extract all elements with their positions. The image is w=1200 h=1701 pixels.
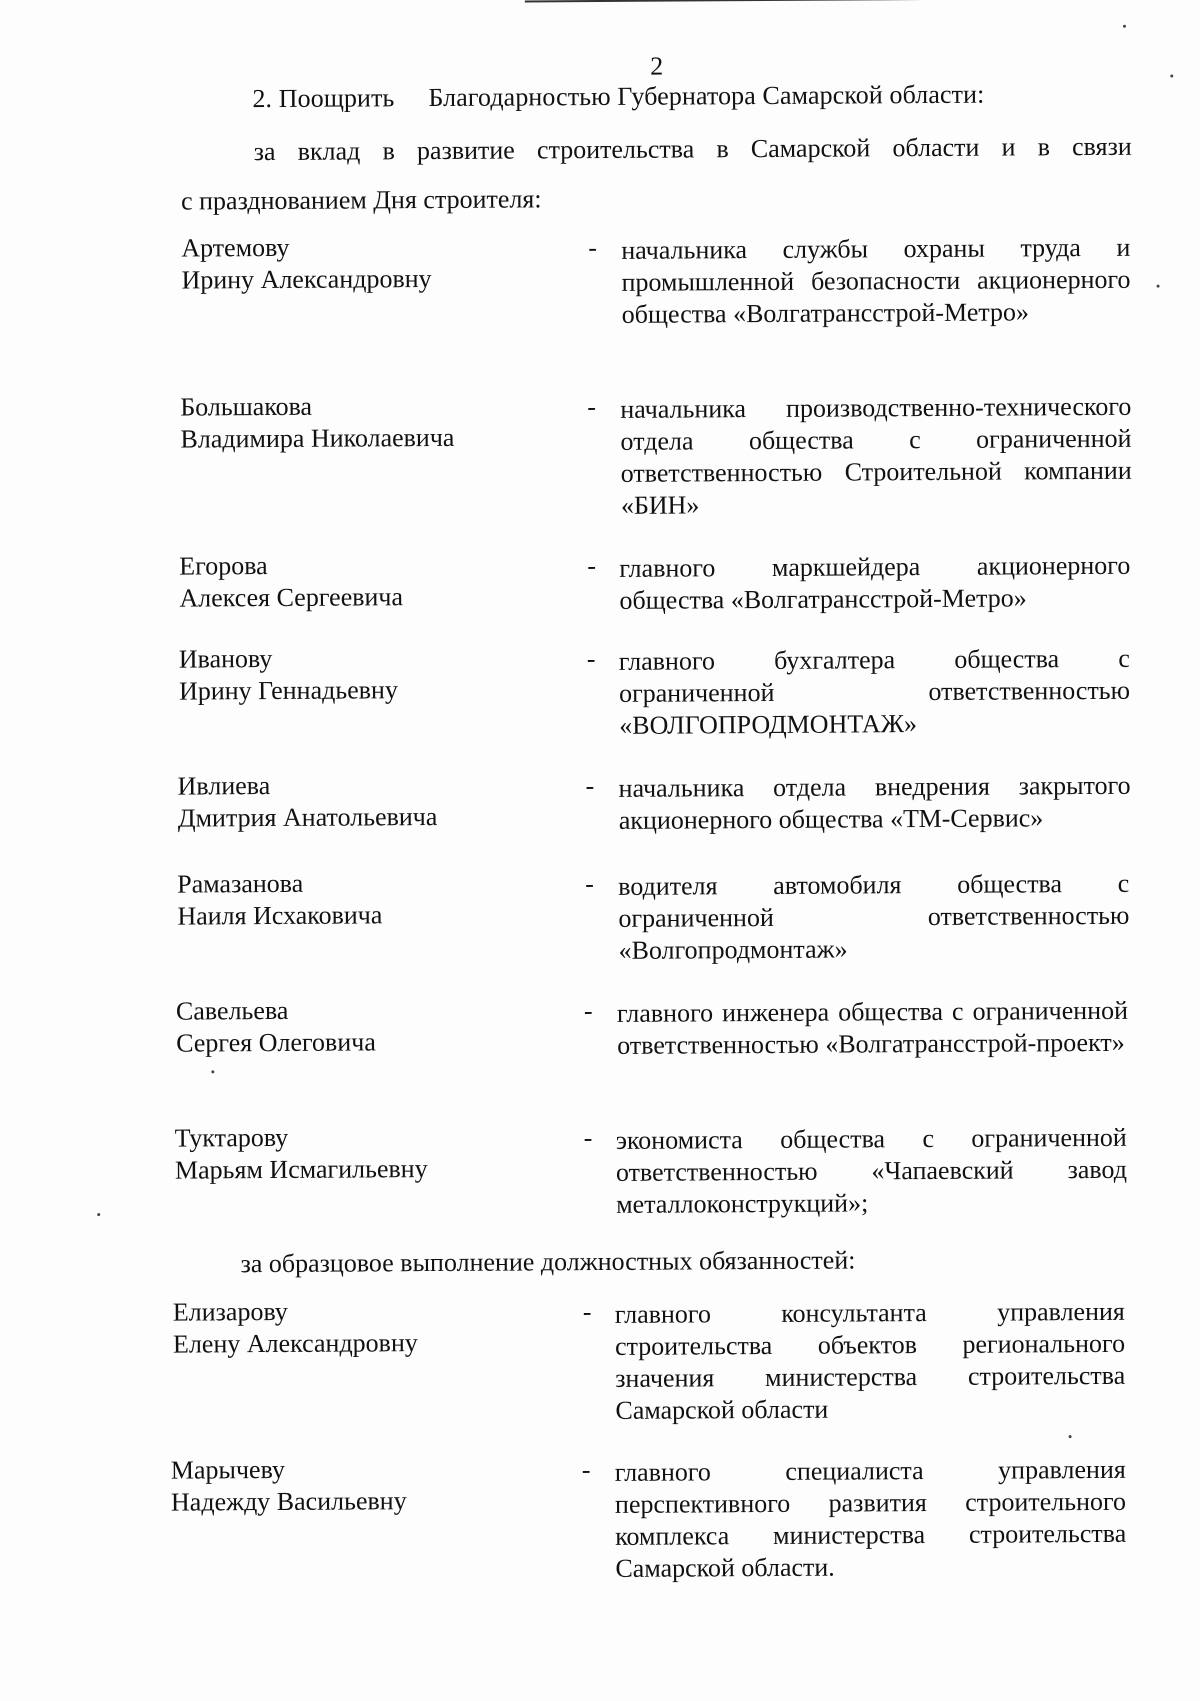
entry-dash: - (582, 1297, 592, 1327)
scan-speck (211, 1070, 214, 1073)
entry-dash: - (585, 869, 594, 899)
entry-dash: - (587, 551, 597, 581)
scan-speck (1123, 25, 1126, 28)
entry-dash: - (586, 644, 596, 674)
awardee-name (180, 390, 454, 456)
awardee-entry (0, 637, 1199, 740)
awardee-position: главного специалиста управления перспективного развития строительного комплекса министерства строительства Самарской области. (614, 1454, 1127, 1583)
awardee-surname: Савельева (175, 995, 289, 1026)
awardee-position: начальника производственно-технического отдела общества с ограниченной ответственностью Строительной компании «БИН» (620, 391, 1132, 520)
awardee-given-names: Марьям Исмагильевну (174, 1154, 428, 1185)
awardee-name (181, 231, 432, 297)
awardee-entry (0, 385, 1197, 520)
awardee-entry (3, 1290, 1200, 1425)
page-number: 2 (650, 51, 664, 81)
awardee-given-names: Елену Александровну (172, 1328, 418, 1359)
awardee-given-names: Надежду Васильевну (170, 1486, 407, 1517)
awardee-given-names: Ирину Александровну (181, 264, 432, 295)
awardee-position: главного маркшейдера акционерного общества «Волгатрансстрой-Метро» (619, 550, 1131, 615)
entry-dash: - (583, 996, 593, 1026)
awardee-position: начальника службы охраны труда и промышленной безопасности акционерного общества «Волгатрансстрой-Метро» (621, 232, 1131, 329)
entry-dash: - (581, 1455, 591, 1485)
top-edge-rule (525, 0, 1195, 2)
awardee-entry (0, 544, 1198, 615)
awardee-name (177, 867, 382, 932)
awardee-position: главного инженера общества с ограниченной ответственностью «Волгатрансстрой-проект» (616, 995, 1129, 1060)
awardee-position: главного консультанта управления строительства объектов регионального значения министерства строительства Самарской области (614, 1296, 1126, 1425)
awardee-position: экономиста общества с ограниченной ответственностью «Чапаевский завод металлоконструкций»; (615, 1122, 1128, 1219)
awardee-name (171, 1453, 407, 1518)
awardee-surname: Елизарову (172, 1296, 288, 1327)
awardee-surname: Артемову (181, 232, 290, 263)
award-reason-continuation: с празднованием Дня строителя: (180, 184, 542, 216)
entry-dash: - (588, 233, 598, 263)
awardee-name (173, 1295, 418, 1360)
awardee-given-names: Сергея Олеговича (176, 1027, 376, 1058)
scan-speck (1157, 285, 1160, 288)
scan-speck (1069, 1435, 1072, 1438)
decree-item-2-heading (252, 79, 1072, 114)
awardee-position: начальника отдела внедрения закрытого акционерного общества «ТМ-Сервис» (618, 770, 1131, 835)
awardee-entry (0, 862, 1200, 965)
awardee-surname: Ивлиева (177, 771, 271, 801)
awardee-entry (0, 226, 1196, 329)
awardee-name (176, 994, 376, 1059)
awardee-surname: Марычеву (170, 1454, 286, 1485)
award-reason-line: за вклад в развитие строительства в Самарской области и в связи (253, 131, 1132, 167)
awardee-position: водителя автомобиля общества с ограниченной ответственностью «Волгопродмонтаж» (618, 868, 1130, 965)
awardee-entry (0, 764, 1199, 835)
section-2-heading: за образцовое выполнение должностных обязанностей: (240, 1245, 856, 1279)
entry-dash: - (583, 1123, 593, 1153)
awardee-name (178, 769, 438, 835)
awardee-given-names: Владимира Николаевича (180, 422, 455, 454)
decree-item-2-verb: 2. Поощрить (252, 83, 395, 114)
awardee-given-names: Наиля Исхаковича (177, 900, 383, 931)
scan-speck (1170, 74, 1173, 77)
entry-dash: - (587, 392, 597, 422)
awardee-position: главного бухгалтера общества с ограниченной ответственностью «ВОЛГОПРОДМОНТАЖ» (618, 643, 1131, 740)
awardee-entry (1, 989, 1200, 1060)
decree-item-2-award: Благодарностью Губернатора Самарской области: (428, 79, 985, 113)
awardee-surname: Туктарову (174, 1122, 289, 1153)
awardee-surname: Большакова (180, 391, 313, 422)
awardee-given-names: Дмитрия Анатольевича (177, 801, 438, 833)
awardee-entry (4, 1448, 1200, 1583)
awardee-entry (2, 1116, 1200, 1219)
awardee-name (179, 549, 403, 614)
awardee-surname: Иванову (178, 643, 273, 674)
awardee-surname: Егорова (179, 551, 268, 581)
awardee-given-names: Алексея Сергеевича (179, 582, 404, 613)
awardee-name (179, 642, 398, 707)
entry-dash: - (585, 771, 595, 801)
awardee-surname: Рамазанова (177, 868, 304, 899)
awardee-name (175, 1121, 428, 1187)
scan-speck (97, 1213, 100, 1216)
awardee-given-names: Ирину Геннадьевну (178, 675, 398, 706)
